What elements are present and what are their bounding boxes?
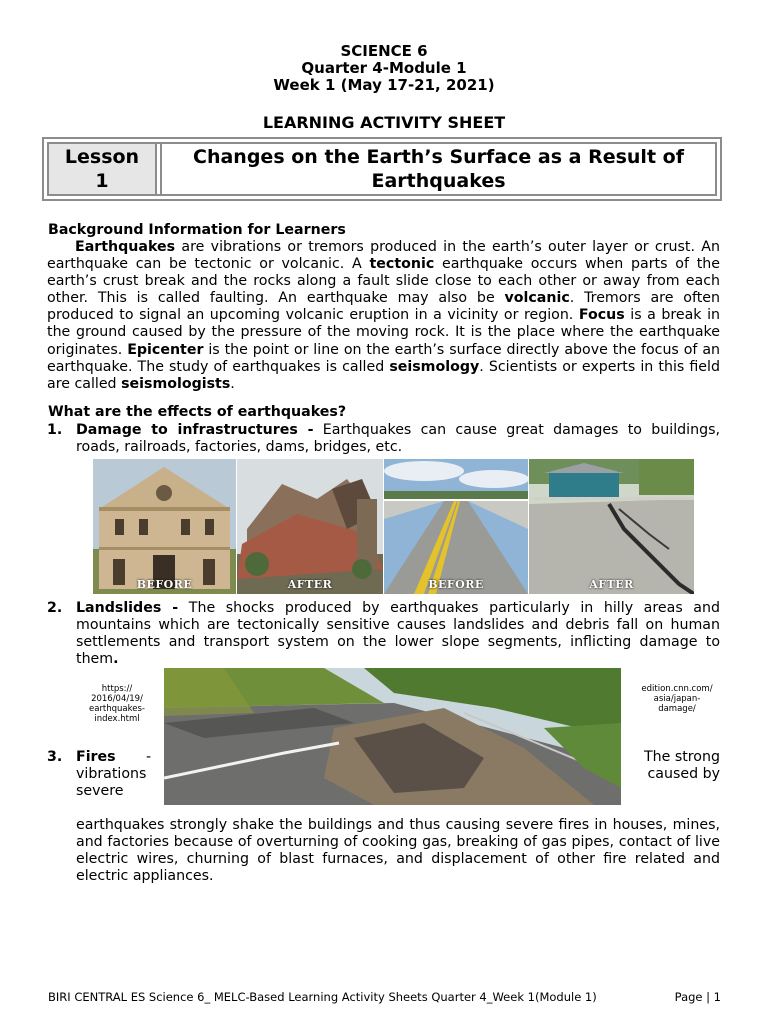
background-text-7: . bbox=[230, 375, 235, 392]
background-text-1: are vibrations or tremors produced in the earth’s outer layer or crust. An earthquake can be tectonic or volcanic. A bbox=[47, 239, 720, 273]
landslide-road-photo bbox=[164, 668, 621, 805]
lesson-number: 1 bbox=[95, 170, 109, 192]
item2-body: The shocks produced by earthquakes particularly in hilly areas and mountains which are tectonically sensitive causes landslides and debris fall on human settlements and transport system on the lower slope segments, inflicting damage to them bbox=[76, 600, 721, 668]
item1-number: 1. bbox=[47, 422, 63, 438]
term-tectonic: tectonic bbox=[369, 256, 435, 273]
source-right-line: damage/ bbox=[658, 704, 696, 714]
background-heading: Background Information for Learners bbox=[48, 222, 346, 238]
item3-dash: - bbox=[146, 749, 152, 765]
item1-text bbox=[76, 422, 720, 456]
road-after-photo bbox=[529, 459, 694, 594]
lesson-title-line2: Earthquakes bbox=[371, 170, 506, 192]
sheet-title: LEARNING ACTIVITY SHEET bbox=[262, 113, 506, 132]
source-right-line: asia/japan- bbox=[653, 694, 701, 704]
background-text-6: . Scientists or experts in this field are called bbox=[47, 358, 720, 392]
item3-title: Fires bbox=[76, 749, 116, 765]
item2-text bbox=[76, 600, 720, 668]
source-left-line: earthquakes- bbox=[89, 704, 145, 714]
source-left bbox=[72, 684, 162, 724]
term-earthquakes: Earthquakes bbox=[75, 239, 176, 255]
item3-left-line3: severe bbox=[76, 783, 124, 799]
item2-title: Landslides - bbox=[76, 600, 179, 616]
term-volcanic: volcanic bbox=[504, 290, 570, 307]
background-text-2: earthquake occurs when parts of the earth’s crust break and the rocks along a fault slide close to each other or away from each other. This is called faulting. An earthquake may also be bbox=[47, 256, 720, 307]
lesson-title bbox=[162, 144, 715, 195]
item1-title: Damage to infrastructures - bbox=[76, 422, 314, 438]
background-text-5: is the point or line on the earth’s surface directly above the focus of an earthquake. The study of earthquakes is called bbox=[47, 341, 720, 375]
church-before-photo bbox=[93, 459, 236, 594]
week-heading: Week 1 (May 17-21, 2021) bbox=[273, 76, 495, 94]
photo-caption-3: BEFORE bbox=[428, 578, 484, 591]
source-left-line: index.html bbox=[94, 714, 140, 724]
item3-number: 3. bbox=[47, 749, 63, 765]
church-after-photo bbox=[237, 459, 383, 594]
footer-left: BIRI CENTRAL ES Science 6_ MELC-Based Learning Activity Sheets Quarter 4_Week 1(Module 1) bbox=[48, 990, 597, 1004]
photo-caption-1: BEFORE bbox=[136, 578, 193, 591]
source-left-line: https:// bbox=[101, 684, 133, 694]
background-text-4: is a break in the ground caused by the pressure of the moving rock. It is the place where the earthquake originates. bbox=[47, 307, 721, 358]
source-left-line: 2016/04/19/ bbox=[91, 694, 143, 704]
lesson-title-line1: Changes on the Earth’s Surface as a Result of bbox=[193, 146, 684, 168]
item3-continuation: earthquakes strongly shake the buildings and thus causing severe fires in houses, mines, and factories because of overturning of cooking gas, breaking of gas pipes, contact of live electric wires, churning of blast furnaces, and displacement of other fire related and electric appliances. bbox=[76, 817, 720, 885]
photo-caption-2: AFTER bbox=[287, 578, 333, 591]
subject-heading: SCIENCE 6 bbox=[340, 42, 428, 60]
effects-question: What are the effects of earthquakes? bbox=[48, 404, 347, 420]
item3-left-line2: vibrations bbox=[76, 766, 147, 782]
item3-right-line1: The strong bbox=[643, 749, 720, 765]
item2-number: 2. bbox=[47, 600, 63, 616]
term-seismologists: seismologists bbox=[121, 375, 231, 392]
source-right bbox=[624, 684, 730, 714]
term-epicenter: Epicenter bbox=[127, 341, 204, 358]
background-text-3: . Tremors are often produced to signal an upcoming volcanic eruption in a vicinity or region. bbox=[47, 290, 720, 324]
module-heading: Quarter 4-Module 1 bbox=[301, 59, 467, 77]
item3-right-line2: caused by bbox=[647, 766, 720, 782]
term-seismology: seismology bbox=[389, 358, 480, 375]
lesson-word: Lesson bbox=[64, 146, 140, 168]
road-before-photo bbox=[384, 459, 528, 594]
photo-caption-4: AFTER bbox=[589, 578, 634, 591]
lesson-number-cell bbox=[49, 144, 157, 194]
source-right-line: edition.cnn.com/ bbox=[641, 684, 713, 694]
item1-body: Earthquakes can cause great damages to buildings, roads, railroads, factories, dams, bridges, etc. bbox=[76, 422, 720, 456]
background-paragraph bbox=[47, 239, 720, 393]
term-focus: Focus bbox=[578, 307, 625, 324]
item2-end: . bbox=[113, 651, 119, 668]
page-number: Page | 1 bbox=[674, 990, 721, 1004]
